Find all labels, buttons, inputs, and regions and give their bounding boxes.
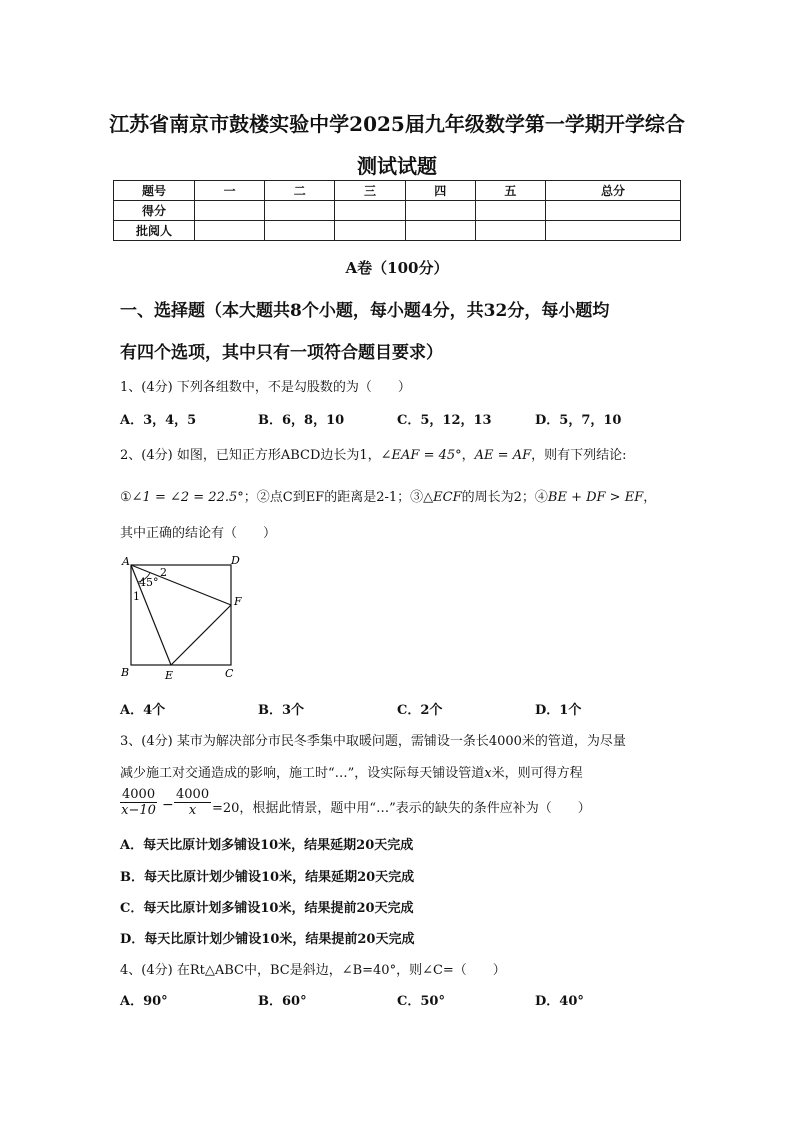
- question-4-stem: 4、(4分) 在Rt△ABC中，BC是斜边，∠B=40°，则∠C=（ ）: [120, 963, 506, 978]
- q4-option-a[interactable]: A．90°: [120, 994, 168, 1009]
- question-3-equation-tail: =20，根据此情景，题中用“…”表示的缺失的条件应补为（ ）: [212, 801, 591, 816]
- equation-fraction-2: [174, 787, 211, 818]
- equation-minus: −: [162, 797, 174, 813]
- angle-2-label: 2: [160, 566, 167, 579]
- q2-conclusion-text: ，: [643, 490, 657, 505]
- question-2-stem: [120, 444, 627, 463]
- q3-option-c[interactable]: C．每天比原计划多铺设10米，结果提前20天完成: [120, 901, 414, 916]
- score-cell[interactable]: [265, 201, 335, 221]
- score-table-header: 二: [265, 181, 335, 201]
- q3-variable: x: [484, 766, 492, 781]
- equation-fraction-1: [120, 787, 157, 818]
- q4-option-d[interactable]: D．40°: [535, 994, 584, 1009]
- score-cell[interactable]: [546, 221, 681, 241]
- point-e-label: E: [165, 669, 174, 682]
- q2-conclusion-4-math: BE + DF > EF: [547, 490, 644, 505]
- q2-math-angle: ∠EAF = 45°: [380, 448, 462, 463]
- q3-text: 减少施工对交通造成的影响，施工时“…”，设实际每天铺设管道: [120, 766, 485, 781]
- question-3-line1: 3、(4分) 某市为解决部分市民冬季集中取暖问题，需铺设一条长4000米的管道，为尽量: [120, 734, 626, 749]
- q2-conclusion-3-math: △ECF: [423, 490, 462, 505]
- score-table-header: 一: [195, 181, 265, 201]
- q2-stem-text: ，则有下列结论:: [531, 448, 627, 463]
- score-cell[interactable]: [546, 201, 681, 221]
- angle-1-label: 1: [133, 590, 140, 603]
- q2-stem-text: 2、(4分) 如图，已知正方形ABCD边长为1，: [120, 448, 381, 463]
- score-table-header-row: [114, 181, 681, 201]
- score-table-header: 题号: [114, 181, 195, 201]
- q2-conclusion-marker: ①: [120, 490, 132, 505]
- paper-section-label: A卷（100分）: [345, 259, 449, 277]
- q2-option-a[interactable]: A．4个: [120, 703, 166, 718]
- q2-option-b[interactable]: B．3个: [258, 703, 305, 718]
- score-table-header: 三: [335, 181, 405, 201]
- score-table: [113, 180, 681, 241]
- score-cell[interactable]: [335, 201, 405, 221]
- score-cell[interactable]: [405, 221, 475, 241]
- q4-option-b[interactable]: B．60°: [258, 994, 307, 1009]
- score-cell[interactable]: [195, 221, 265, 241]
- document-title-line2: 测试试题: [357, 154, 437, 178]
- score-table-header: 总分: [546, 181, 681, 201]
- vertex-d-label: D: [231, 554, 240, 567]
- score-table-row: [114, 201, 681, 221]
- section-heading-line2: 有四个选项，其中只有一项符合题目要求）: [120, 343, 443, 363]
- square-abcd-figure: [112, 550, 262, 682]
- vertex-a-label: A: [122, 555, 130, 568]
- score-cell[interactable]: [265, 221, 335, 241]
- q4-option-c[interactable]: C．50°: [397, 994, 445, 1009]
- score-table-header: 五: [475, 181, 545, 201]
- score-cell[interactable]: [475, 221, 545, 241]
- q2-stem-text: ，: [461, 448, 475, 463]
- score-table-row: [114, 221, 681, 241]
- question-1-stem: 1、(4分) 下列各组数中，不是勾股数的为（ ）: [120, 380, 411, 395]
- fraction-numerator: 4000: [176, 787, 210, 802]
- fraction-denominator: x−10: [121, 803, 156, 818]
- q3-text: 米，则可得方程: [491, 766, 583, 781]
- score-cell[interactable]: [475, 201, 545, 221]
- score-table-header: 四: [405, 181, 475, 201]
- section-heading-line1: 一、选择题（本大题共8个小题，每小题4分，共32分，每小题均: [120, 301, 610, 321]
- question-3-line2: [120, 762, 583, 781]
- score-row-label: 得分: [114, 201, 195, 221]
- angle-45-label: 45°: [139, 576, 159, 589]
- q2-conclusion-text: 的周长为2；④: [461, 490, 548, 505]
- fraction-denominator: x: [188, 803, 197, 818]
- q1-option-b[interactable]: B．6，8，10: [258, 413, 345, 428]
- q2-conclusion-1-math: ∠1 = ∠2 = 22.5°: [131, 490, 244, 505]
- score-cell[interactable]: [405, 201, 475, 221]
- score-cell[interactable]: [335, 221, 405, 241]
- q1-option-a[interactable]: A．3，4，5: [120, 413, 197, 428]
- segment-ef: [171, 605, 231, 665]
- q2-option-d[interactable]: D．1个: [535, 703, 582, 718]
- q3-option-b[interactable]: B．每天比原计划少铺设10米，结果延期20天完成: [120, 870, 415, 885]
- vertex-b-label: B: [121, 666, 130, 679]
- vertex-c-label: C: [225, 667, 234, 680]
- q2-math-equal: AE = AF: [474, 448, 532, 463]
- q2-conclusion-text: ；②点C到EF的距离是2-1；③: [243, 490, 424, 505]
- document-title-line1: 江苏省南京市鼓楼实验中学2025届九年级数学第一学期开学综合: [109, 112, 685, 136]
- question-2-prompt: 其中正确的结论有（ ）: [120, 526, 277, 541]
- question-2-conclusions: [120, 486, 656, 505]
- point-f-label: F: [234, 595, 242, 608]
- q3-option-d[interactable]: D．每天比原计划少铺设10米，结果提前20天完成: [120, 932, 415, 947]
- score-cell[interactable]: [195, 201, 265, 221]
- q1-option-d[interactable]: D．5，7，10: [535, 413, 622, 428]
- fraction-numerator: 4000: [122, 787, 156, 802]
- q2-option-c[interactable]: C．2个: [397, 703, 443, 718]
- score-row-label: 批阅人: [114, 221, 195, 241]
- q1-option-c[interactable]: C．5，12，13: [397, 413, 492, 428]
- q3-option-a[interactable]: A．每天比原计划多铺设10米，结果延期20天完成: [120, 838, 414, 853]
